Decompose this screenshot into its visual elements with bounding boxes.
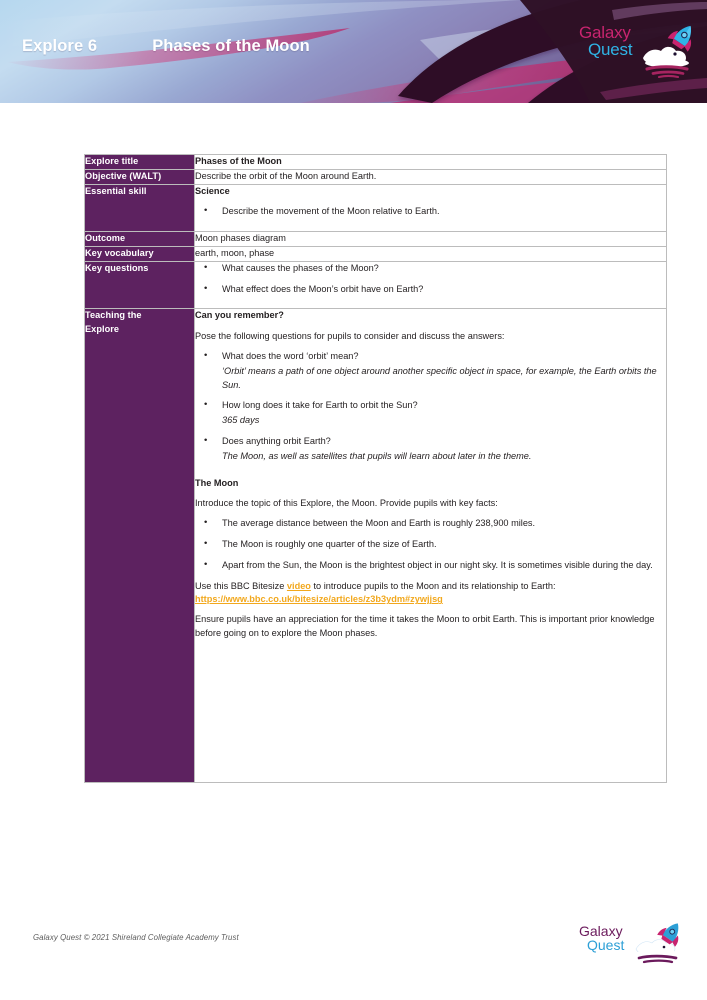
lesson-plan-table: [84, 154, 667, 783]
answer-text: 365 days: [222, 415, 260, 426]
essential-skill-heading: Science: [195, 185, 230, 196]
question-text: What does the word ‘orbit’ mean?: [222, 350, 359, 361]
teaching-section1-intro: Pose the following questions for pupils to consider and discuss the answers:: [195, 331, 505, 342]
table-row-objective: [85, 169, 667, 184]
explore-title-text: Phases of the Moon: [195, 156, 282, 166]
list-item: • The average distance between the Moon and Earth is roughly 238,900 miles.: [195, 517, 666, 531]
list-item: • What effect does the Moon’s orbit have on Earth?: [195, 283, 666, 297]
header-logo-galaxy-text: Galaxy: [579, 23, 631, 42]
explore-number-label: Explore 6: [22, 37, 98, 55]
bbc-bitesize-paragraph: [195, 580, 666, 608]
video-suffix-text: to introduce pupils to the Moon and its relationship to Earth:: [310, 580, 556, 591]
header-title-group: [22, 37, 310, 56]
table-row-outcome: [85, 232, 667, 247]
footer-logo-galaxy-text: Galaxy: [579, 923, 623, 939]
row-label-outcome: Outcome: [85, 232, 195, 247]
page-title: Phases of the Moon: [152, 37, 310, 55]
objective-text: Describe the orbit of the Moon around Earth.: [195, 170, 377, 181]
header-logo: [579, 22, 699, 80]
video-link[interactable]: video: [286, 580, 311, 591]
answer-text: The Moon, as well as satellites that pupils will learn about later in the theme.: [222, 450, 532, 461]
list-item: • The Moon is roughly one quarter of the size of Earth.: [195, 538, 666, 552]
teaching-label-line2: Explore: [85, 323, 120, 334]
video-prefix-text: Use this BBC Bitesize: [195, 580, 287, 591]
key-vocabulary-text: earth, moon, phase: [195, 247, 275, 258]
row-label-teaching-the-explore: [85, 309, 195, 783]
row-value-key-questions: [195, 261, 667, 309]
row-label-objective: Objective (WALT): [85, 169, 195, 184]
row-value-teaching-the-explore: [195, 309, 667, 783]
list-item: [195, 435, 666, 464]
teaching-closing-text: Ensure pupils have an appreciation for the time it takes the Moon to orbit Earth. This is important prior knowledge before going on to explore the Moon phases.: [195, 614, 655, 638]
bbc-bitesize-url-link[interactable]: https://www.bbc.co.uk/bitesize/articles/z3b3ydm#zywjjsg: [195, 594, 443, 605]
list-item: [195, 399, 666, 428]
footer-logo: [579, 921, 687, 965]
answer-text: ‘Orbit’ means a path of one object around another specific object in space, for example, the Earth orbits the Sun.: [222, 365, 657, 390]
key-questions-bullet-list: [195, 262, 666, 297]
list-item: • Apart from the Sun, the Moon is the brightest object in our night sky. It is sometimes visible during the day.: [195, 559, 666, 573]
row-value-key-vocabulary: [195, 246, 667, 261]
rocket-icon: [634, 921, 686, 965]
page-header-banner: [0, 0, 707, 103]
footer-copyright: Galaxy Quest © 2021 Shireland Collegiate Academy Trust: [33, 933, 239, 942]
essential-skill-bullet-list: [195, 205, 666, 219]
header-logo-wordmark: [579, 24, 632, 58]
outcome-text: Moon phases diagram: [195, 233, 286, 244]
table-row-explore-title: [85, 155, 667, 170]
question-text: Does anything orbit Earth?: [222, 435, 331, 446]
table-row-essential-skill: [85, 184, 667, 232]
teaching-label-line1: Teaching the: [85, 310, 142, 321]
rocket-icon: [641, 22, 699, 78]
row-label-essential-skill: Essential skill: [85, 184, 195, 232]
row-value-essential-skill: [195, 184, 667, 232]
row-label-key-vocabulary: Key vocabulary: [85, 246, 195, 261]
teaching-question-list: [195, 350, 666, 464]
teaching-section2-intro: Introduce the topic of this Explore, the Moon. Provide pupils with key facts:: [195, 498, 498, 509]
header-logo-quest-text: Quest: [588, 40, 633, 59]
lesson-plan-table-wrapper: [84, 154, 667, 783]
teaching-section2-heading: The Moon: [195, 477, 239, 488]
list-item: • Describe the movement of the Moon relative to Earth.: [195, 205, 666, 219]
row-value-explore-title: [195, 155, 667, 170]
footer-logo-wordmark: [579, 924, 624, 953]
row-value-objective: [195, 169, 667, 184]
teaching-facts-list: [195, 517, 666, 572]
table-row-key-vocabulary: [85, 246, 667, 261]
list-item: [195, 350, 666, 392]
footer-logo-quest-text: Quest: [587, 937, 625, 954]
question-text: How long does it take for Earth to orbit the Sun?: [222, 400, 418, 411]
row-value-outcome: [195, 232, 667, 247]
section-spacer: [195, 464, 666, 477]
list-item: • What causes the phases of the Moon?: [195, 262, 666, 276]
teaching-section1-heading: Can you remember?: [195, 310, 284, 321]
table-row-teaching-the-explore: [85, 309, 667, 783]
row-label-key-questions: Key questions: [85, 261, 195, 309]
table-row-key-questions: [85, 261, 667, 309]
row-label-explore-title: Explore title: [85, 155, 195, 170]
